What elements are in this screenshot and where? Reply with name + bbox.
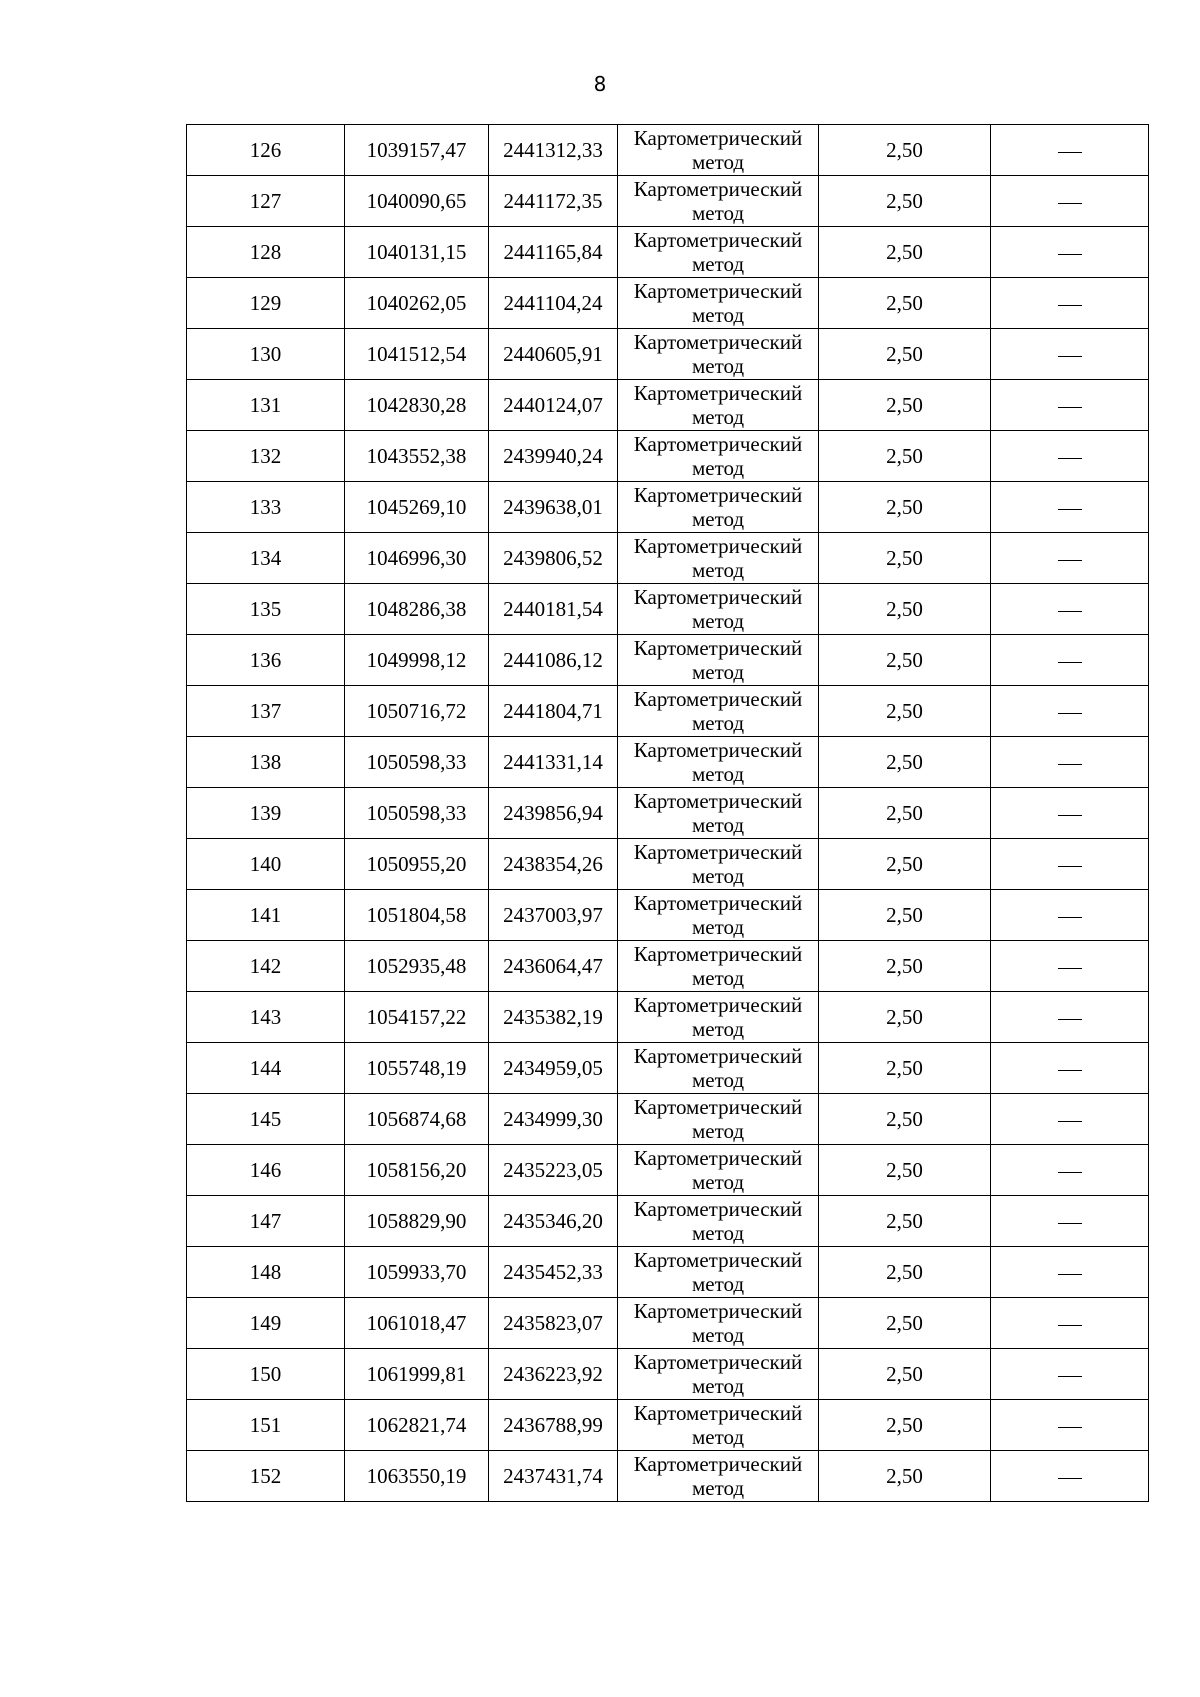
table-row [187,890,1149,941]
dash-mark [1058,1121,1082,1122]
accuracy-cell: 2,50 [819,992,991,1043]
y-coordinate-cell: 2434959,05 [489,1043,618,1094]
table-row [187,1247,1149,1298]
method-line-2: метод [691,1170,745,1194]
note-cell [991,278,1149,329]
point-number-cell: 151 [187,1400,345,1451]
x-coordinate-cell: 1061999,81 [345,1349,489,1400]
accuracy-cell: 2,50 [819,125,991,176]
y-coordinate-cell: 2436064,47 [489,941,618,992]
x-coordinate-cell: 1045269,10 [345,482,489,533]
method-cell [618,176,819,227]
table-row [187,380,1149,431]
note-cell [991,992,1149,1043]
method-line-1: Картометрический [633,1401,803,1425]
method-line-2: метод [691,813,745,837]
point-number-cell: 128 [187,227,345,278]
table-row [187,788,1149,839]
table-row [187,1043,1149,1094]
method-line-1: Картометрический [633,381,803,405]
method-line-1: Картометрический [633,1095,803,1119]
method-cell [618,992,819,1043]
note-cell [991,635,1149,686]
note-cell [991,329,1149,380]
dash-mark [1058,509,1082,510]
point-number-cell: 126 [187,125,345,176]
x-coordinate-cell: 1051804,58 [345,890,489,941]
method-cell [618,380,819,431]
method-line-2: метод [691,1272,745,1296]
x-coordinate-cell: 1048286,38 [345,584,489,635]
accuracy-cell: 2,50 [819,890,991,941]
y-coordinate-cell: 2439806,52 [489,533,618,584]
dash-mark [1058,1019,1082,1020]
y-coordinate-cell: 2439856,94 [489,788,618,839]
point-number-cell: 135 [187,584,345,635]
dash-mark [1058,764,1082,765]
dash-mark [1058,1172,1082,1173]
method-cell [618,533,819,584]
point-number-cell: 139 [187,788,345,839]
y-coordinate-cell: 2435823,07 [489,1298,618,1349]
point-number-cell: 143 [187,992,345,1043]
method-line-1: Картометрический [633,432,803,456]
x-coordinate-cell: 1042830,28 [345,380,489,431]
dash-mark [1058,968,1082,969]
table-row [187,1145,1149,1196]
method-line-2: метод [691,150,745,174]
table-row [187,1451,1149,1502]
point-number-cell: 148 [187,1247,345,1298]
y-coordinate-cell: 2435382,19 [489,992,618,1043]
method-line-2: метод [691,1374,745,1398]
method-cell [618,1247,819,1298]
dash-mark [1058,407,1082,408]
dash-mark [1058,152,1082,153]
note-cell [991,584,1149,635]
method-line-1: Картометрический [633,534,803,558]
method-line-2: метод [691,252,745,276]
x-coordinate-cell: 1058156,20 [345,1145,489,1196]
note-cell [991,227,1149,278]
y-coordinate-cell: 2441086,12 [489,635,618,686]
accuracy-cell: 2,50 [819,1196,991,1247]
accuracy-cell: 2,50 [819,1145,991,1196]
method-line-1: Картометрический [633,789,803,813]
method-line-1: Картометрический [633,891,803,915]
note-cell [991,737,1149,788]
method-line-2: метод [691,1017,745,1041]
table-row [187,1196,1149,1247]
y-coordinate-cell: 2437003,97 [489,890,618,941]
x-coordinate-cell: 1050955,20 [345,839,489,890]
method-line-1: Картометрический [633,636,803,660]
dash-mark [1058,1274,1082,1275]
method-line-2: метод [691,558,745,582]
point-number-cell: 136 [187,635,345,686]
y-coordinate-cell: 2441172,35 [489,176,618,227]
method-cell [618,1196,819,1247]
method-cell [618,1349,819,1400]
point-number-cell: 131 [187,380,345,431]
accuracy-cell: 2,50 [819,533,991,584]
accuracy-cell: 2,50 [819,839,991,890]
method-line-2: метод [691,354,745,378]
method-line-2: метод [691,762,745,786]
note-cell [991,788,1149,839]
method-line-2: метод [691,201,745,225]
dash-mark [1058,1427,1082,1428]
x-coordinate-cell: 1050598,33 [345,737,489,788]
x-coordinate-cell: 1046996,30 [345,533,489,584]
note-cell [991,431,1149,482]
y-coordinate-cell: 2441331,14 [489,737,618,788]
x-coordinate-cell: 1054157,22 [345,992,489,1043]
note-cell [991,839,1149,890]
method-line-2: метод [691,1119,745,1143]
note-cell [991,1145,1149,1196]
point-number-cell: 145 [187,1094,345,1145]
point-number-cell: 127 [187,176,345,227]
method-line-2: метод [691,1068,745,1092]
y-coordinate-cell: 2441312,33 [489,125,618,176]
method-cell [618,482,819,533]
accuracy-cell: 2,50 [819,329,991,380]
method-line-2: метод [691,966,745,990]
table-row [187,737,1149,788]
accuracy-cell: 2,50 [819,176,991,227]
table-row [187,329,1149,380]
point-number-cell: 130 [187,329,345,380]
y-coordinate-cell: 2435452,33 [489,1247,618,1298]
table-row [187,431,1149,482]
point-number-cell: 138 [187,737,345,788]
dash-mark [1058,203,1082,204]
table-row [187,176,1149,227]
note-cell [991,1094,1149,1145]
y-coordinate-cell: 2441104,24 [489,278,618,329]
accuracy-cell: 2,50 [819,635,991,686]
accuracy-cell: 2,50 [819,482,991,533]
y-coordinate-cell: 2441165,84 [489,227,618,278]
method-cell [618,635,819,686]
dash-mark [1058,662,1082,663]
accuracy-cell: 2,50 [819,227,991,278]
point-number-cell: 129 [187,278,345,329]
method-line-2: метод [691,507,745,531]
note-cell [991,1196,1149,1247]
accuracy-cell: 2,50 [819,1094,991,1145]
method-line-2: метод [691,864,745,888]
note-cell [991,380,1149,431]
point-number-cell: 149 [187,1298,345,1349]
method-cell [618,227,819,278]
point-number-cell: 134 [187,533,345,584]
x-coordinate-cell: 1062821,74 [345,1400,489,1451]
accuracy-cell: 2,50 [819,431,991,482]
method-line-2: метод [691,711,745,735]
coordinates-table-body [187,125,1149,1502]
x-coordinate-cell: 1040262,05 [345,278,489,329]
accuracy-cell: 2,50 [819,1298,991,1349]
x-coordinate-cell: 1043552,38 [345,431,489,482]
method-line-1: Картометрический [633,1146,803,1170]
x-coordinate-cell: 1041512,54 [345,329,489,380]
accuracy-cell: 2,50 [819,941,991,992]
x-coordinate-cell: 1049998,12 [345,635,489,686]
method-line-1: Картометрический [633,840,803,864]
note-cell [991,1298,1149,1349]
y-coordinate-cell: 2437431,74 [489,1451,618,1502]
table-row [187,278,1149,329]
method-line-2: метод [691,915,745,939]
x-coordinate-cell: 1061018,47 [345,1298,489,1349]
method-cell [618,1451,819,1502]
accuracy-cell: 2,50 [819,737,991,788]
table-row [187,635,1149,686]
y-coordinate-cell: 2435346,20 [489,1196,618,1247]
x-coordinate-cell: 1055748,19 [345,1043,489,1094]
dash-mark [1058,1325,1082,1326]
method-line-1: Картометрический [633,1044,803,1068]
dash-mark [1058,1070,1082,1071]
method-cell [618,890,819,941]
method-line-2: метод [691,303,745,327]
method-line-1: Картометрический [633,585,803,609]
accuracy-cell: 2,50 [819,380,991,431]
y-coordinate-cell: 2440605,91 [489,329,618,380]
dash-mark [1058,254,1082,255]
table-row [187,1349,1149,1400]
coordinates-table [186,124,1149,1502]
note-cell [991,1247,1149,1298]
method-cell [618,431,819,482]
table-row [187,1298,1149,1349]
x-coordinate-cell: 1040131,15 [345,227,489,278]
x-coordinate-cell: 1050716,72 [345,686,489,737]
point-number-cell: 147 [187,1196,345,1247]
method-line-1: Картометрический [633,738,803,762]
accuracy-cell: 2,50 [819,1043,991,1094]
point-number-cell: 144 [187,1043,345,1094]
note-cell [991,1400,1149,1451]
table-row [187,1094,1149,1145]
method-cell [618,1400,819,1451]
x-coordinate-cell: 1050598,33 [345,788,489,839]
y-coordinate-cell: 2438354,26 [489,839,618,890]
note-cell [991,176,1149,227]
table-row [187,227,1149,278]
table-row [187,686,1149,737]
method-cell [618,278,819,329]
x-coordinate-cell: 1063550,19 [345,1451,489,1502]
page-number: 8 [593,72,607,96]
y-coordinate-cell: 2436788,99 [489,1400,618,1451]
accuracy-cell: 2,50 [819,1400,991,1451]
method-line-1: Картометрический [633,993,803,1017]
y-coordinate-cell: 2440124,07 [489,380,618,431]
table-row [187,125,1149,176]
note-cell [991,533,1149,584]
note-cell [991,1451,1149,1502]
point-number-cell: 142 [187,941,345,992]
method-cell [618,788,819,839]
method-cell [618,1298,819,1349]
method-cell [618,737,819,788]
method-cell [618,839,819,890]
note-cell [991,941,1149,992]
method-cell [618,584,819,635]
method-line-2: метод [691,609,745,633]
table-row [187,533,1149,584]
y-coordinate-cell: 2439638,01 [489,482,618,533]
method-line-1: Картометрический [633,942,803,966]
dash-mark [1058,356,1082,357]
note-cell [991,125,1149,176]
method-line-1: Картометрический [633,1299,803,1323]
point-number-cell: 137 [187,686,345,737]
x-coordinate-cell: 1052935,48 [345,941,489,992]
table-row [187,482,1149,533]
y-coordinate-cell: 2435223,05 [489,1145,618,1196]
dash-mark [1058,713,1082,714]
point-number-cell: 140 [187,839,345,890]
method-cell [618,941,819,992]
table-row [187,941,1149,992]
dash-mark [1058,1223,1082,1224]
method-line-1: Картометрический [633,687,803,711]
point-number-cell: 133 [187,482,345,533]
method-line-2: метод [691,1323,745,1347]
method-line-2: метод [691,456,745,480]
note-cell [991,1043,1149,1094]
method-cell [618,1043,819,1094]
point-number-cell: 146 [187,1145,345,1196]
y-coordinate-cell: 2434999,30 [489,1094,618,1145]
dash-mark [1058,458,1082,459]
point-number-cell: 152 [187,1451,345,1502]
dash-mark [1058,1376,1082,1377]
x-coordinate-cell: 1056874,68 [345,1094,489,1145]
y-coordinate-cell: 2439940,24 [489,431,618,482]
y-coordinate-cell: 2441804,71 [489,686,618,737]
accuracy-cell: 2,50 [819,1247,991,1298]
note-cell [991,686,1149,737]
note-cell [991,890,1149,941]
accuracy-cell: 2,50 [819,584,991,635]
dash-mark [1058,305,1082,306]
method-cell [618,686,819,737]
accuracy-cell: 2,50 [819,1349,991,1400]
note-cell [991,482,1149,533]
method-line-1: Картометрический [633,1452,803,1476]
method-line-1: Картометрический [633,483,803,507]
method-line-1: Картометрический [633,228,803,252]
method-line-2: метод [691,1425,745,1449]
method-cell [618,329,819,380]
method-line-1: Картометрический [633,1197,803,1221]
accuracy-cell: 2,50 [819,788,991,839]
dash-mark [1058,611,1082,612]
x-coordinate-cell: 1040090,65 [345,176,489,227]
x-coordinate-cell: 1059933,70 [345,1247,489,1298]
accuracy-cell: 2,50 [819,278,991,329]
accuracy-cell: 2,50 [819,1451,991,1502]
x-coordinate-cell: 1058829,90 [345,1196,489,1247]
table-row [187,584,1149,635]
point-number-cell: 141 [187,890,345,941]
y-coordinate-cell: 2436223,92 [489,1349,618,1400]
dash-mark [1058,1478,1082,1479]
method-line-2: метод [691,660,745,684]
x-coordinate-cell: 1039157,47 [345,125,489,176]
method-line-1: Картометрический [633,279,803,303]
table-row [187,1400,1149,1451]
method-line-2: метод [691,1476,745,1500]
y-coordinate-cell: 2440181,54 [489,584,618,635]
dash-mark [1058,917,1082,918]
method-line-1: Картометрический [633,177,803,201]
method-cell [618,125,819,176]
method-line-1: Картометрический [633,126,803,150]
dash-mark [1058,560,1082,561]
method-line-1: Картометрический [633,1248,803,1272]
note-cell [991,1349,1149,1400]
table-row [187,992,1149,1043]
accuracy-cell: 2,50 [819,686,991,737]
table-row [187,839,1149,890]
point-number-cell: 132 [187,431,345,482]
method-cell [618,1145,819,1196]
dash-mark [1058,815,1082,816]
method-line-2: метод [691,405,745,429]
method-line-1: Картометрический [633,330,803,354]
method-cell [618,1094,819,1145]
point-number-cell: 150 [187,1349,345,1400]
method-line-2: метод [691,1221,745,1245]
method-line-1: Картометрический [633,1350,803,1374]
dash-mark [1058,866,1082,867]
